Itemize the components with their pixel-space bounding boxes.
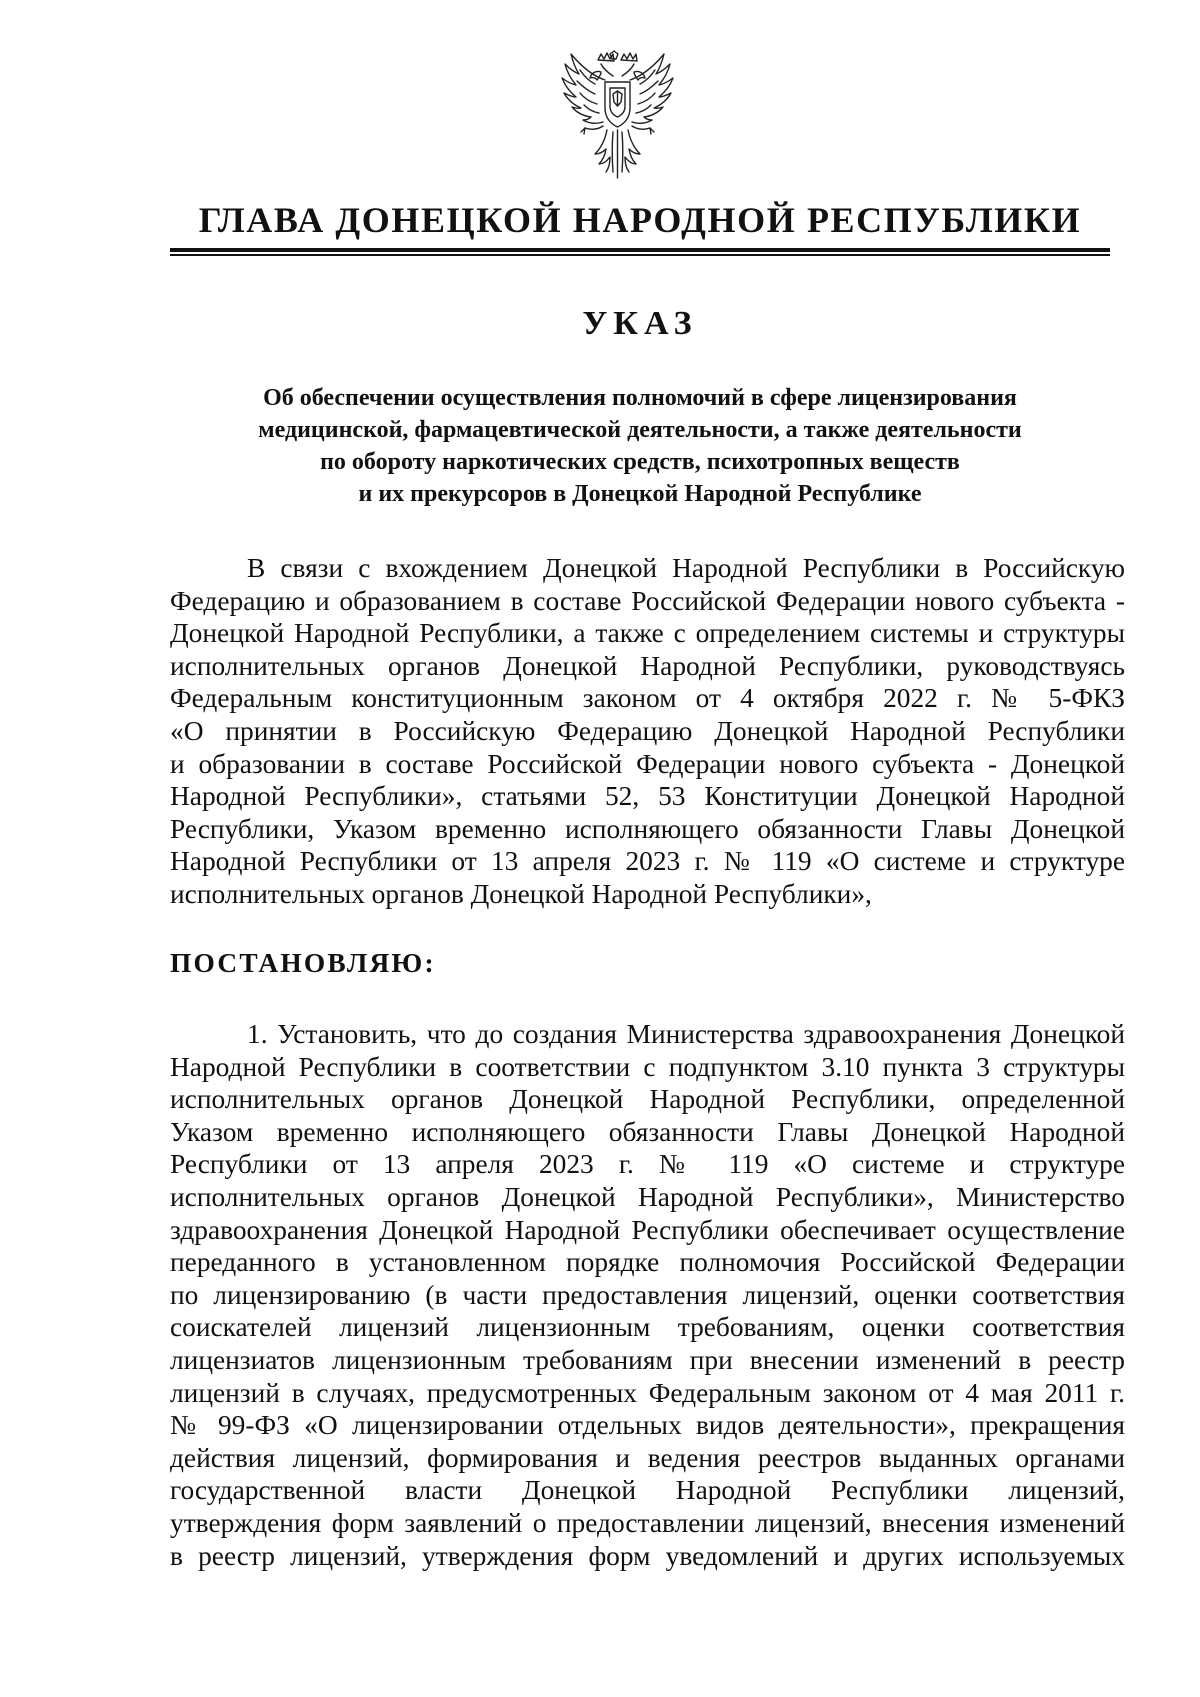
preamble-line: исполнительных органов Донецкой Народной Республики, руководствуясь (170, 650, 1125, 681)
subject-line: по обороту наркотических средств, психотропных веществ (320, 449, 960, 475)
item-1-line: государственной власти Донецкой Народной Республики лицензий, (170, 1475, 1125, 1506)
item-1-line: здравоохранения Донецкой Народной Республики обеспечивает осуществление (170, 1214, 1125, 1245)
preamble-line: Народной Республики», статьями 52, 53 Конституции Донецкой Народной (170, 781, 1125, 812)
item-1-line: утверждения форм заявлений о предоставлении лицензий, внесения изменений (170, 1507, 1125, 1538)
preamble-line: исполнительных органов Донецкой Народной Республики», (170, 878, 872, 909)
preamble-paragraph (170, 552, 1125, 911)
coat-of-arms-icon (555, 50, 680, 185)
header-rule-thick (170, 248, 1110, 252)
item-1-line: соискателей лицензий лицензионным требованиям, оценки соответствия (170, 1312, 1125, 1343)
preamble-line: «О принятии в Российскую Федерацию Донецкой Народной Республики (170, 715, 1125, 746)
item-1-line: действия лицензий, формирования и ведения реестров выданных органами (170, 1442, 1125, 1473)
item-1-line: в реестр лицензий, утверждения форм уведомлений и других используемых (170, 1540, 1125, 1571)
preamble-line: В связи с вхождением Донецкой Народной Республики в Российскую (247, 553, 1125, 583)
decree-keyword: ПОСТАНОВЛЯЮ: (170, 948, 436, 978)
subject-line: и их прекурсоров в Донецкой Народной Республике (358, 481, 922, 507)
subject-line: медицинской, фармацевтической деятельности, а также деятельности (258, 417, 1022, 443)
item-1-line: Указом временно исполняющего обязанности Главы Донецкой Народной (170, 1116, 1125, 1147)
item-1-line: по лицензированию (в части предоставления лицензий, оценки соответствия (170, 1279, 1125, 1310)
document-subject (170, 382, 1110, 510)
item-1-line: лицензий в случаях, предусмотренных Федеральным законом от 4 мая 2011 г. (170, 1377, 1125, 1408)
item-1-line: исполнительных органов Донецкой Народной Республики, определенной (170, 1084, 1125, 1115)
item-1-line: переданного в установленном порядке полномочия Российской Федерации (170, 1247, 1125, 1278)
item-1-line: лицензиатов лицензионным требованиям при внесении изменений в реестр (170, 1344, 1125, 1375)
preamble-line: Народной Республики от 13 апреля 2023 г. № 119 «О системе и структуре (170, 846, 1125, 877)
document-type: УКАЗ (582, 305, 698, 342)
preamble-line: Федеральным конституционным законом от 4 октября 2022 г. № 5-ФКЗ (170, 683, 1125, 714)
preamble-line: и образовании в составе Российской Федерации нового субъекта - Донецкой (170, 748, 1125, 779)
preamble-line: Федерацию и образованием в составе Российской Федерации нового субъекта - (170, 585, 1125, 616)
item-1-line: 1. Установить, что до создания Министерства здравоохранения Донецкой (247, 1019, 1125, 1049)
header-rule-thin (170, 254, 1110, 256)
item-1-line: № 99-ФЗ «О лицензировании отдельных видов деятельности», прекращения (170, 1410, 1125, 1441)
subject-line: Об обеспечении осуществления полномочий в сфере лицензирования (263, 385, 1017, 411)
item-1-paragraph (170, 1018, 1125, 1572)
item-1-line: Народной Республики в соответствии с подпунктом 3.10 пункта 3 структуры (170, 1051, 1125, 1082)
item-1-line: Республики от 13 апреля 2023 г. № 119 «О системе и структуре (170, 1149, 1125, 1180)
preamble-line: Республики, Указом временно исполняющего обязанности Главы Донецкой (170, 813, 1125, 844)
preamble-line: Донецкой Народной Республики, а также с определением системы и структуры (170, 618, 1125, 649)
issuing-authority-title: ГЛАВА ДОНЕЦКОЙ НАРОДНОЙ РЕСПУБЛИКИ (198, 200, 1082, 240)
item-1-line: исполнительных органов Донецкой Народной Республики», Министерство (170, 1181, 1125, 1212)
